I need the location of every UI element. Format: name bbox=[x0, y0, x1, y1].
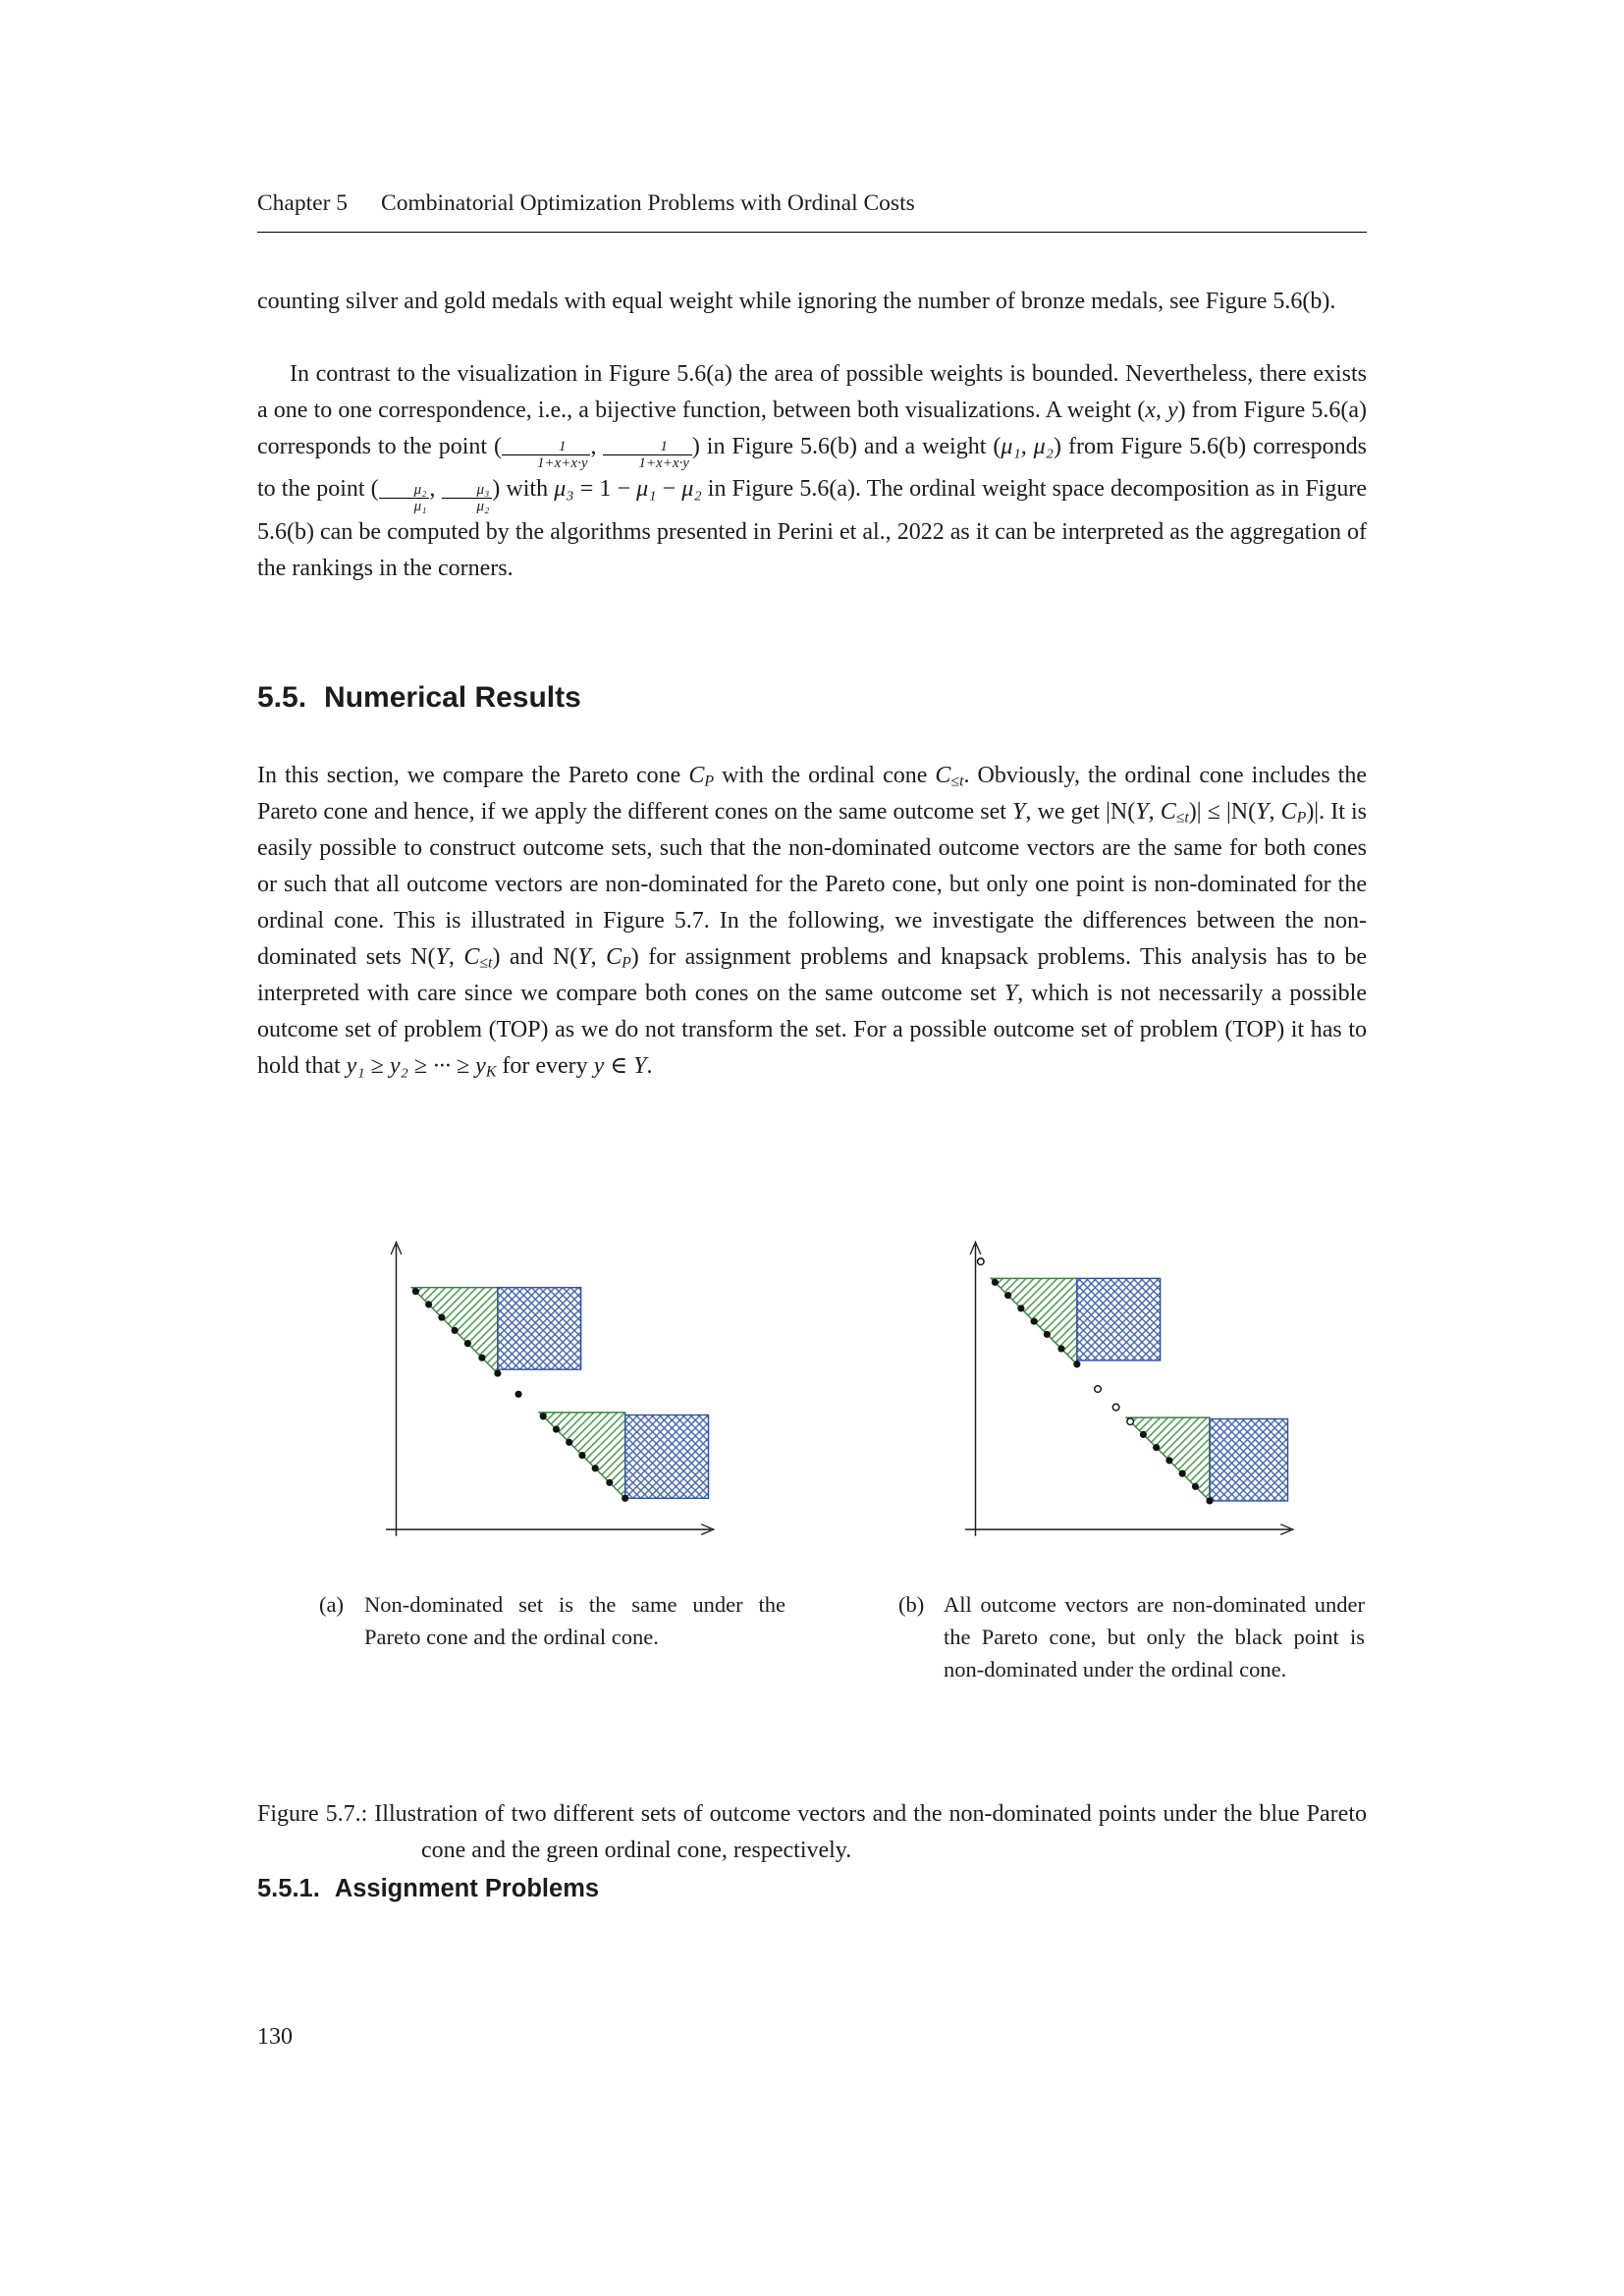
figure-caption-label: Figure 5.7.: bbox=[257, 1801, 368, 1827]
subfigure-b-label: (b) bbox=[898, 1592, 925, 1617]
outcome-point-filled bbox=[578, 1452, 585, 1459]
outcome-point-filled bbox=[1031, 1318, 1038, 1325]
figure-caption bbox=[257, 1796, 1367, 1869]
outcome-point-filled bbox=[1017, 1305, 1024, 1311]
outcome-point-filled bbox=[1044, 1331, 1051, 1338]
paragraph-3: In this section, we compare the Pareto cone $C_P$ with the ordinal cone $C_{\le t}$. Obviously, the ordinal cone includes the Pareto cone and hence, if we apply the different cones on the same outcome set Y, we get |N(Y, $C_{\le t})| \le |N(Y$, $C_P)|$. It is easily possible to construct outcome sets, such that the non-dominated outcome vectors are the same for both cones or such that all outcome vectors are non-dominated for the Pareto cone, but only one point is non-dominated for the ordinal cone. This is illustrated in Figure 5.7. In the following, we investigate the differences between the non-dominated sets N(Y, $C_{\le t}$) and N(Y, $C_P$) for assignment problems and knapsack problems. This analysis has to be interpreted with care since we compare both cones on the same outcome set Y, which is not necessarily a possible outcome set of problem (TOP) as we do not transform the set. For a possible outcome set of problem (TOP) it has to hold that y₁ ≥ y₂ ≥ ··· ≥ $y_K$ for every y ∈ Y. bbox=[257, 763, 1368, 1081]
section-heading bbox=[257, 681, 1367, 715]
outcome-point-filled bbox=[464, 1340, 471, 1347]
outcome-point-filled bbox=[1073, 1361, 1080, 1367]
subfigure-a-plot bbox=[383, 1233, 722, 1545]
outcome-point-filled bbox=[1192, 1483, 1199, 1490]
outcome-point-filled bbox=[1057, 1345, 1064, 1352]
outcome-point-filled bbox=[622, 1495, 628, 1502]
subfigure-a bbox=[319, 1233, 785, 1685]
outcome-point-filled bbox=[494, 1370, 501, 1377]
paragraph-1: counting silver and gold medals with equal weight while ignoring the number of bronze medals, see Figure 5.6(b). bbox=[257, 289, 1336, 314]
outcome-point-filled bbox=[540, 1413, 547, 1419]
outcome-point-filled bbox=[1179, 1470, 1186, 1477]
subsection-heading bbox=[257, 1875, 1367, 1903]
pareto-cone-region bbox=[498, 1288, 581, 1369]
page-number: 130 bbox=[257, 2024, 293, 2050]
subsection-title: Assignment Problems bbox=[334, 1875, 600, 1902]
subsection-number: 5.5.1. bbox=[257, 1875, 320, 1902]
paragraph-2: In contrast to the visualization in Figure 5.6(a) the area of possible weights is bounded. Nevertheless, there exists a one to one correspondence, i.e., a bijective function, between both visualizations. A weight (x, y) from Figure 5.6(a) corresponds to the point ( $\frac{1}{1+x+x\cdot y}$ , $\frac{1}{1+x+x\cdot y}$ ) in Figure 5.6(b) and a weight (μ₁, μ₂) from Figure 5.6(b) corresponds to the point ( $\frac{\text{μ₂}}{\text{μ₁}}$ , $\frac{\text{μ₃}}{\text{μ₂}}$ ) with μ₃ = 1 − μ₁ − μ₂ in Figure 5.6(a). The ordinal weight space decomposition as in Figure 5.6(b) can be computed by the algorithms presented in Perini et al., 2022 as it can be interpreted as the aggregation of the rankings in the corners. bbox=[257, 361, 1368, 581]
outcome-point-filled bbox=[566, 1439, 572, 1446]
outcome-point-filled bbox=[1140, 1431, 1147, 1438]
subfigure-a-label: (a) bbox=[319, 1592, 344, 1617]
outcome-point-filled bbox=[1165, 1457, 1172, 1464]
outcome-point-filled bbox=[1004, 1292, 1011, 1299]
chapter-title: Combinatorial Optimization Problems with Ordinal Costs bbox=[381, 190, 915, 216]
subfigure-b-caption bbox=[898, 1588, 1365, 1685]
outcome-point-filled bbox=[553, 1425, 560, 1432]
inline-fraction: $\frac{1}{1+x+x\cdot y}$ bbox=[502, 439, 590, 471]
figure-5-7 bbox=[257, 1233, 1367, 1685]
figure-caption-text: Illustration of two different sets of outcome vectors and the non-dominated points under the blue Pareto cone and the green ordinal cone, respectively. bbox=[374, 1801, 1367, 1863]
outcome-point-open bbox=[1112, 1404, 1119, 1411]
outcome-point-filled bbox=[438, 1314, 445, 1321]
outcome-point-filled bbox=[1153, 1444, 1160, 1451]
outcome-point-filled bbox=[412, 1288, 419, 1295]
inline-fraction: $\frac{\text{μ₂}}{\text{μ₁}}$ bbox=[379, 482, 430, 514]
inline-fraction: $\frac{1}{1+x+x\cdot y}$ bbox=[603, 439, 691, 471]
outcome-point-open bbox=[1095, 1386, 1102, 1393]
outcome-point-filled bbox=[514, 1391, 521, 1398]
outcome-point-filled bbox=[452, 1327, 459, 1334]
outcome-point-filled bbox=[606, 1479, 613, 1486]
running-header bbox=[257, 190, 1367, 217]
pareto-cone-region bbox=[1210, 1418, 1288, 1500]
outcome-point-open bbox=[977, 1258, 984, 1265]
chapter-number: Chapter 5 bbox=[257, 190, 349, 216]
subfigure-a-text: Non-dominated set is the same under the Pareto cone and the ordinal cone. bbox=[364, 1592, 785, 1649]
outcome-point-filled bbox=[478, 1355, 485, 1362]
pareto-cone-region bbox=[625, 1415, 709, 1499]
subfigure-a-caption bbox=[319, 1588, 785, 1653]
pareto-cone-region bbox=[1077, 1278, 1161, 1360]
outcome-point-filled bbox=[592, 1465, 599, 1471]
header-rule bbox=[257, 232, 1367, 233]
outcome-point-filled bbox=[992, 1279, 999, 1286]
inline-fraction: $\frac{\text{μ₃}}{\text{μ₂}}$ bbox=[442, 482, 493, 514]
outcome-point-filled bbox=[1206, 1497, 1213, 1504]
outcome-point-filled bbox=[425, 1301, 432, 1308]
section-number: 5.5. bbox=[257, 681, 307, 714]
outcome-point-open bbox=[1127, 1418, 1134, 1425]
subfigure-b-plot bbox=[962, 1233, 1301, 1545]
subfigure-b-text: All outcome vectors are non-dominated under the Pareto cone, but only the black point is non-dominated under the ordinal cone. bbox=[944, 1592, 1365, 1682]
section-title: Numerical Results bbox=[324, 681, 581, 714]
subfigure-b bbox=[898, 1233, 1365, 1685]
